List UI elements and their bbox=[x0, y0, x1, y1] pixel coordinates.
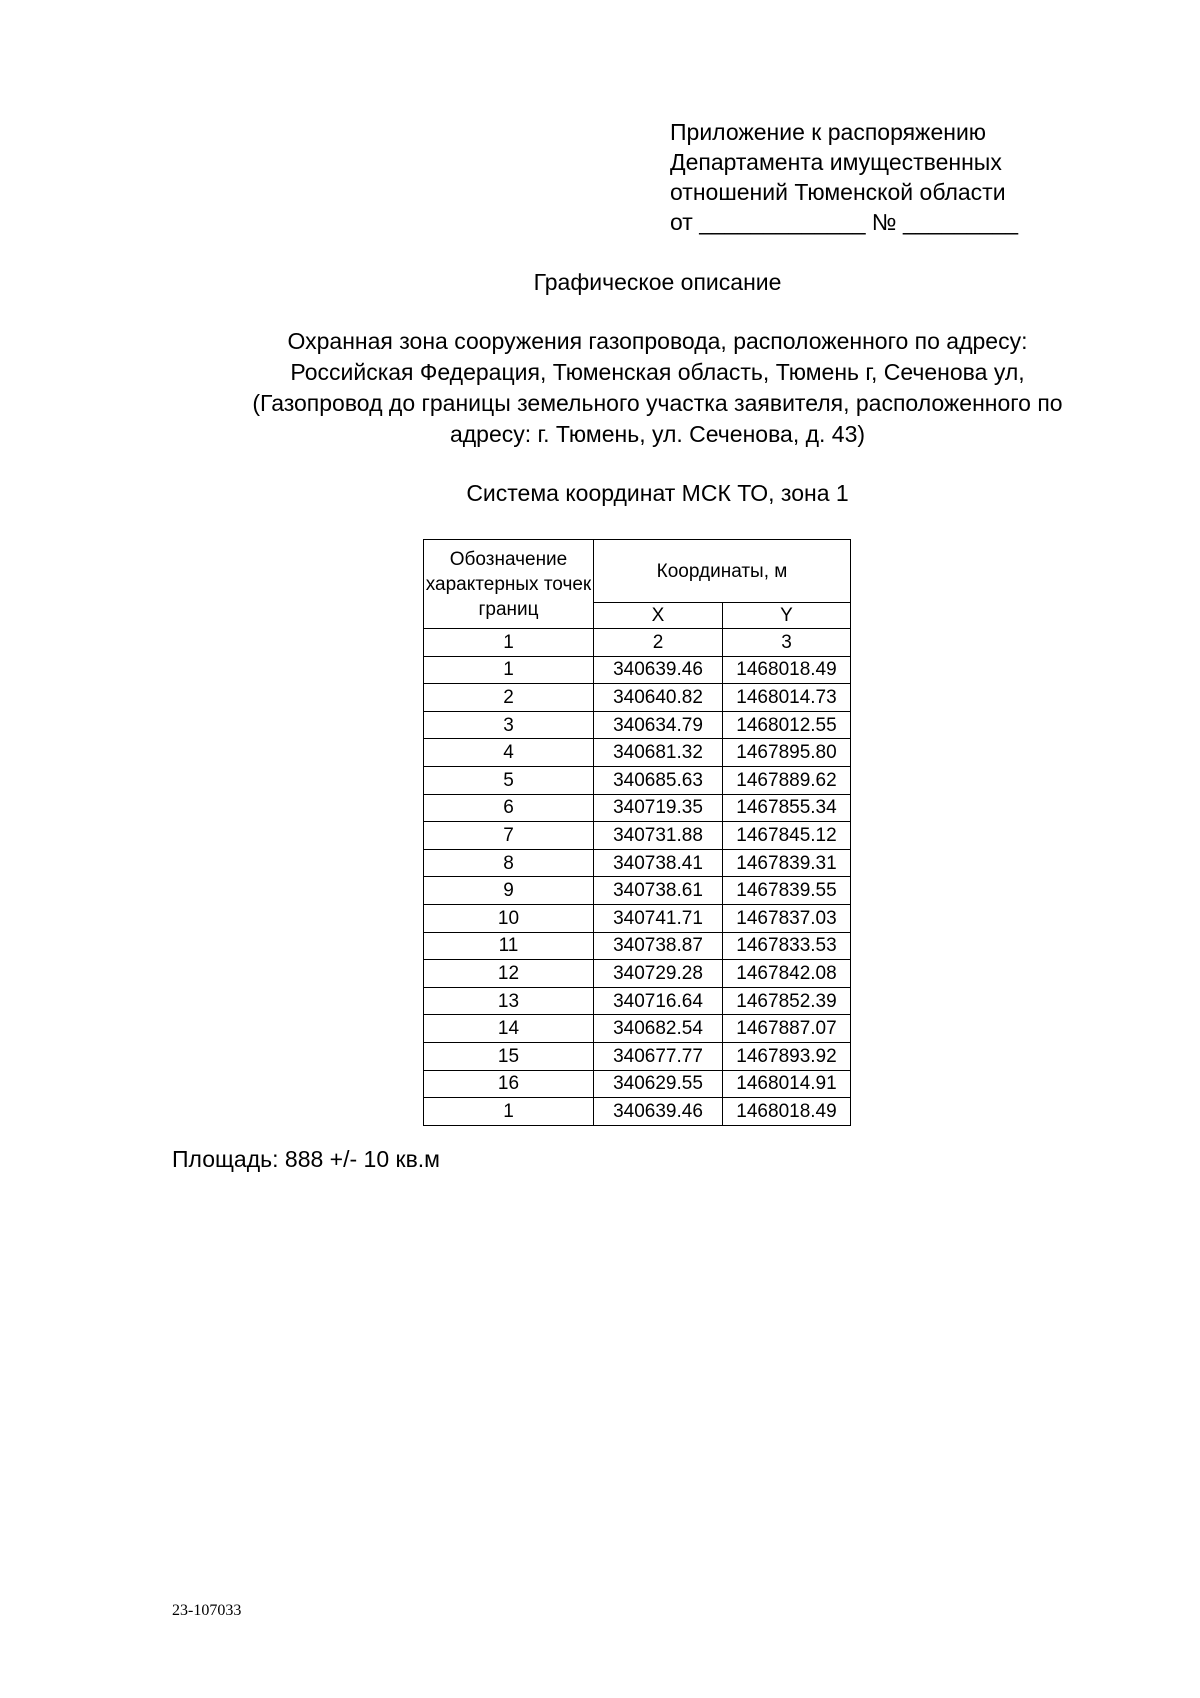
table-row bbox=[424, 739, 851, 767]
annex-line-1: Приложение к распоряжению bbox=[670, 119, 987, 145]
table-row bbox=[424, 849, 851, 877]
y-cell: 1467833.53 bbox=[723, 932, 851, 960]
x-cell: 340685.63 bbox=[594, 766, 723, 794]
point-cell: 4 bbox=[424, 739, 594, 767]
table-body bbox=[424, 656, 851, 1125]
description-line-1: Охранная зона сооружения газопровода, расположенного по адресу: bbox=[287, 328, 1028, 354]
y-cell: 1467855.34 bbox=[723, 794, 851, 822]
header-points: Обозначение характерных точек границ bbox=[424, 540, 594, 629]
point-cell: 10 bbox=[424, 904, 594, 932]
x-cell: 340716.64 bbox=[594, 987, 723, 1015]
header-y: Y bbox=[723, 603, 851, 629]
table-row bbox=[424, 1070, 851, 1098]
description-line-2: Российская Федерация, Тюменская область, Тюмень г, Сеченова ул, bbox=[290, 359, 1025, 385]
x-cell: 340738.41 bbox=[594, 849, 723, 877]
x-cell: 340640.82 bbox=[594, 684, 723, 712]
column-number-2: 2 bbox=[594, 629, 723, 657]
header-coordinates: Координаты, м bbox=[594, 540, 851, 603]
annex-block bbox=[670, 117, 1018, 237]
footer-code: 23-107033 bbox=[172, 1602, 242, 1619]
annex-line-4: от _____________ № _________ bbox=[670, 209, 1019, 235]
point-cell: 8 bbox=[424, 849, 594, 877]
x-cell: 340682.54 bbox=[594, 1015, 723, 1043]
y-cell: 1467887.07 bbox=[723, 1015, 851, 1043]
y-cell: 1467895.80 bbox=[723, 739, 851, 767]
point-cell: 15 bbox=[424, 1042, 594, 1070]
y-cell: 1467845.12 bbox=[723, 822, 851, 850]
y-cell: 1467839.55 bbox=[723, 877, 851, 905]
y-cell: 1467837.03 bbox=[723, 904, 851, 932]
point-cell: 6 bbox=[424, 794, 594, 822]
table-row bbox=[424, 766, 851, 794]
x-cell: 340731.88 bbox=[594, 822, 723, 850]
point-cell: 16 bbox=[424, 1070, 594, 1098]
y-cell: 1467842.08 bbox=[723, 960, 851, 988]
x-cell: 340639.46 bbox=[594, 1098, 723, 1126]
point-cell: 9 bbox=[424, 877, 594, 905]
table-row bbox=[424, 987, 851, 1015]
coordinate-system: Система координат МСК ТО, зона 1 bbox=[466, 480, 849, 506]
table-row bbox=[424, 1098, 851, 1126]
y-cell: 1468014.73 bbox=[723, 684, 851, 712]
y-cell: 1467893.92 bbox=[723, 1042, 851, 1070]
area-text: Площадь: 888 +/- 10 кв.м bbox=[172, 1146, 440, 1172]
description-block bbox=[150, 326, 1165, 450]
table-row bbox=[424, 711, 851, 739]
x-cell: 340681.32 bbox=[594, 739, 723, 767]
table-row bbox=[424, 656, 851, 684]
column-number-3: 3 bbox=[723, 629, 851, 657]
table-row bbox=[424, 960, 851, 988]
x-cell: 340634.79 bbox=[594, 711, 723, 739]
coordinates-table bbox=[423, 539, 851, 1126]
table-row bbox=[424, 1015, 851, 1043]
document-title: Графическое описание bbox=[533, 269, 782, 295]
point-cell: 1 bbox=[424, 656, 594, 684]
table-row bbox=[424, 904, 851, 932]
point-cell: 5 bbox=[424, 766, 594, 794]
y-cell: 1467839.31 bbox=[723, 849, 851, 877]
point-cell: 13 bbox=[424, 987, 594, 1015]
y-cell: 1467852.39 bbox=[723, 987, 851, 1015]
point-cell: 1 bbox=[424, 1098, 594, 1126]
x-cell: 340677.77 bbox=[594, 1042, 723, 1070]
table-row bbox=[424, 684, 851, 712]
x-cell: 340738.87 bbox=[594, 932, 723, 960]
annex-line-2: Департамента имущественных bbox=[670, 149, 1002, 175]
column-number-1: 1 bbox=[424, 629, 594, 657]
point-cell: 2 bbox=[424, 684, 594, 712]
header-x: X bbox=[594, 603, 723, 629]
table-row bbox=[424, 932, 851, 960]
point-cell: 7 bbox=[424, 822, 594, 850]
point-cell: 11 bbox=[424, 932, 594, 960]
annex-line-3: отношений Тюменской области bbox=[670, 179, 1006, 205]
table-row bbox=[424, 822, 851, 850]
x-cell: 340738.61 bbox=[594, 877, 723, 905]
table-row bbox=[424, 794, 851, 822]
description-line-4: адресу: г. Тюмень, ул. Сеченова, д. 43) bbox=[449, 421, 866, 447]
y-cell: 1468014.91 bbox=[723, 1070, 851, 1098]
y-cell: 1468012.55 bbox=[723, 711, 851, 739]
description-line-3: (Газопровод до границы земельного участка заявителя, расположенного по bbox=[252, 390, 1063, 416]
x-cell: 340729.28 bbox=[594, 960, 723, 988]
table-row bbox=[424, 877, 851, 905]
x-cell: 340639.46 bbox=[594, 656, 723, 684]
x-cell: 340719.35 bbox=[594, 794, 723, 822]
point-cell: 3 bbox=[424, 711, 594, 739]
y-cell: 1467889.62 bbox=[723, 766, 851, 794]
x-cell: 340629.55 bbox=[594, 1070, 723, 1098]
point-cell: 12 bbox=[424, 960, 594, 988]
y-cell: 1468018.49 bbox=[723, 656, 851, 684]
y-cell: 1468018.49 bbox=[723, 1098, 851, 1126]
point-cell: 14 bbox=[424, 1015, 594, 1043]
table-row bbox=[424, 1042, 851, 1070]
x-cell: 340741.71 bbox=[594, 904, 723, 932]
